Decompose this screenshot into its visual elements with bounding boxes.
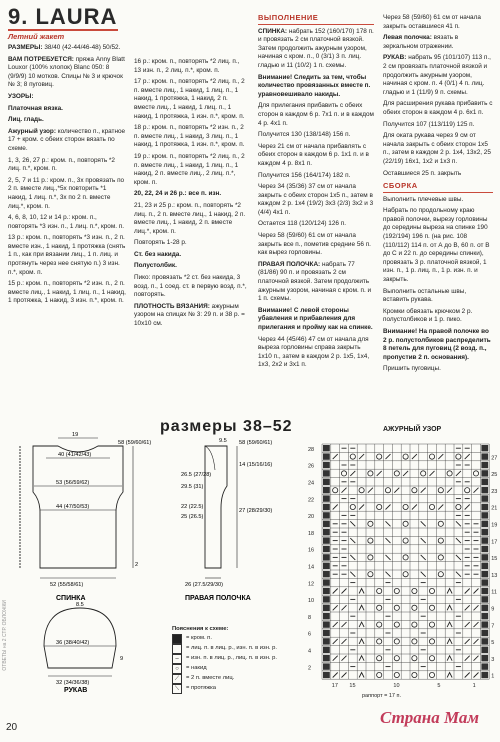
chart-symbol: [465, 505, 470, 510]
legend-item: = кром. п.: [172, 634, 277, 644]
back-schematic: [8, 430, 158, 605]
chart-symbol: [474, 656, 479, 661]
chart-symbol: [333, 589, 338, 594]
chart-symbol: [333, 605, 338, 610]
chart-symbol: [368, 521, 373, 526]
row-instructions: 2, 5, 7 и 11 р.: кром. п., 3х провязать по 2 п. вместе лиц.,*5х повторить *1 накид, 1 лиц. п.*, 3х по 2 п. вместе лиц.*, кром. п.: [8, 176, 125, 210]
knit-stitch-icon: [172, 644, 182, 654]
picot-text: Пико: провязать *2 ст. без накида, 3 возд. п., 1 соед. ст. в первую возд. п.*, повторять.: [134, 274, 247, 299]
article-subtitle: Летний жакет: [8, 32, 65, 41]
chart-symbol: [474, 622, 479, 627]
left-text-column: [8, 44, 126, 309]
chart-symbol: [412, 454, 417, 459]
title-underline: [8, 29, 118, 31]
materials-label: ВАМ ПОТРЕБУЕТСЯ:: [8, 55, 74, 63]
row-instructions: 13 р.: кром. п., повторять *3 изн. п., 2 п. вместе изн., 1 накид, 1 протяжка (снять 1 п., как при вязании лиц., 1 п. лиц. и протянуть через нее снятую п.) 3 изн. п.*, кром. п.: [8, 234, 126, 276]
dim-label: 2: [135, 562, 139, 568]
left-front-label: Левая полочка:: [383, 34, 432, 42]
chart-symbol: [447, 605, 452, 610]
chart-symbol: [438, 538, 443, 543]
article-title: 9. LAURA: [8, 4, 118, 29]
chart-col-label: 15: [349, 683, 356, 690]
chart-row-label: 9: [491, 606, 495, 613]
chart-symbol: [412, 672, 417, 677]
chart-row-label: 28: [308, 446, 315, 453]
chart-symbol: [386, 454, 391, 459]
legend-item: ⟋ = 2 п. вместе лиц.: [172, 674, 277, 684]
chart-symbol: [350, 572, 355, 577]
legend-item: ⟍ = протяжка: [172, 684, 277, 694]
dim-label: 27 (28/29/30): [239, 508, 273, 514]
chart-symbol: [412, 588, 417, 593]
chart-symbol: [368, 471, 373, 476]
assembly-text: Выполнить плечевые швы.: [383, 195, 464, 203]
chart-symbol: [359, 454, 364, 459]
row-instructions: 15 р.: кром. п., повторять *2 изн. п., 2 п. вместе лиц., 1 накид, 1 лиц. п., 1 накид, 1 протяжка, 1 накид, 3 изн. п.*, кром. п.: [8, 280, 126, 305]
chart-symbol: [368, 555, 373, 560]
chart-symbol: [465, 656, 470, 661]
chart-row-label: 10: [308, 598, 315, 605]
chart-symbol: [412, 605, 417, 610]
chart-symbol: [394, 471, 399, 476]
front-schematic: [175, 430, 300, 605]
legend-item: ○ = накид: [172, 664, 277, 674]
sizes-value: 38/40 (42-44/46-48) 50/52.: [44, 44, 121, 51]
dim-label: 58 (59/60/61): [239, 440, 273, 446]
chart-symbol: [403, 454, 408, 459]
chart-symbol: [429, 504, 434, 509]
row-instructions: 21, 23 и 25 р.: кром. п., повторять *2 лиц. п., 2 п. вместе лиц., 1 накид, 2 п. вместе лиц., 1 накид, 2 п. вместе лиц.*, кром. п.: [134, 201, 246, 235]
chart-symbol: [421, 572, 426, 577]
chart-symbol: [429, 605, 434, 610]
chart-title: АЖУРНЫЙ УЗОР: [383, 426, 442, 433]
chart-row-label: 16: [308, 547, 315, 554]
chart-symbol: [377, 656, 382, 661]
row-instructions: 16 р.: кром. п., повторять *2 лиц. п., 13 изн. п., 2 лиц. п.*, кром. п.: [134, 58, 240, 74]
chart-row-label: 4: [308, 648, 312, 655]
row-instructions: 20, 22, 24 и 26 р.: все п. изн.: [134, 190, 222, 198]
dim-label: 26.5 (27/28): [181, 472, 212, 478]
at34-text: Через 34 (35/36) 37 см от начала закрыть с обеих сторон 1х5 п., затем в каждом 2 р. 1х4 (19/2) 3х3 (2/3) 3х2 и 3 (4/4) 4х1 п.: [258, 183, 374, 216]
chart-symbol: [359, 488, 364, 493]
chart-symbol: [377, 588, 382, 593]
chart-symbol: [412, 639, 417, 644]
k2tog-icon: ⟋: [172, 674, 182, 684]
chart-symbol: [333, 639, 338, 644]
chart-symbol: [456, 504, 461, 509]
chart-col-label: 1: [472, 683, 476, 690]
mid-text-column: [134, 58, 248, 332]
chart-symbol: [438, 505, 443, 510]
chart-symbol: [333, 622, 338, 627]
chart-symbol: [474, 673, 479, 678]
chart-symbol: [333, 505, 338, 510]
page-number: 20: [6, 722, 18, 733]
chart-symbol: [421, 555, 426, 560]
sleeve-label: РУКАВ: [64, 687, 88, 694]
chart-symbol: [412, 656, 417, 661]
chart-symbol: [342, 673, 347, 678]
chart-symbol: [394, 639, 399, 644]
chart-symbol: [447, 673, 452, 678]
chart-symbol: [429, 639, 434, 644]
dim-label: 19: [72, 432, 79, 438]
assembly-text: Набрать по продольному краю правой полочки, вырезу горловины до середины выреза на спинке 190 (192/194) 196 п. (на рис. 108 (110/112) 114 п. от А до В, 60 п. от В до С и 22 п. до середины спинки), провязать 3 р. платочной вязкой, 1 изн. п., 1 р. лиц. п., 1 р. изн. п. и закрыть.: [383, 207, 490, 284]
chart-symbol: [421, 471, 426, 476]
sizes-label: РАЗМЕРЫ:: [8, 44, 43, 51]
chart-symbol: [368, 538, 373, 543]
lace-chart: [306, 436, 496, 698]
chart-symbol: [394, 622, 399, 627]
chart-symbol: [474, 639, 479, 644]
sleeve-text: набрать 95 (101/107) 113 п., 2 см провязать платочной вязкой и продолжить ажурным узором, начиная с кром. п. 4 (0/1) 4 п. лиц. гладью и 1 (11/9) 9 п. схемы.: [383, 54, 491, 96]
chart-row-label: 13: [491, 572, 498, 579]
dim-label: 52 (55/58/61): [50, 582, 84, 588]
chart-col-label: 17: [331, 683, 338, 690]
chart-row-label: 18: [308, 530, 315, 537]
section-title-execution: ВЫПОЛНЕНИЕ: [258, 14, 374, 25]
sleeve-count-text: Получится 107 (113/119) 125 п.: [383, 120, 475, 128]
chart-symbol: [430, 471, 435, 476]
chart-symbol: [438, 454, 443, 459]
remain-text: Остается 118 (120/124) 126 п.: [258, 220, 346, 228]
dim-label: 58 (59/60/61): [118, 440, 152, 446]
chart-symbol: [447, 471, 452, 476]
chart-symbol: [429, 454, 434, 459]
chart-symbol: [403, 555, 408, 560]
legend-item: – = изн. п. в лиц. р., лиц. п. в изн. р.: [172, 654, 277, 664]
chart-row-label: 22: [308, 497, 315, 504]
widen-text: Для прилегания прибавить с обеих сторон в каждом 6 р. 7х1 п. и в каждом 4 р. 4х1 п.: [258, 102, 374, 127]
materials-text: пряжа Anny Blatt Louxor (100% хлопок) Blanc 050: 8 (9/9/9) 10 мотков. Спицы № 3 и крючок № 3; 8 пуговиц.: [8, 55, 125, 89]
chart-symbol: [474, 605, 479, 610]
chart-symbol: [429, 588, 434, 593]
watermark: Страна Мам: [380, 708, 480, 727]
count-text: Получится 130 (138/148) 156 п.: [258, 131, 351, 139]
purl-stitch-icon: –: [172, 654, 182, 664]
chart-symbol: [447, 488, 452, 493]
row-instructions: 4, 6, 8, 10, 12 и 14 р.: кром. п., повторять *3 изн. п., 1 лиц. п.*, кром. п.: [8, 214, 125, 230]
at44-text: Через 44 (45/46) 47 см от начала для выреза горловины справа закрыть 1х10 п., затем в каждом 2 р. 1х5, 1х4, 1х3, 2х2 и 3х1 п.: [258, 335, 370, 369]
chart-symbol: [342, 656, 347, 661]
chart-symbol: [342, 488, 347, 493]
chart-symbol: [429, 656, 434, 661]
chart-symbol: [456, 471, 461, 476]
chart-symbol: [421, 521, 426, 526]
chart-row-label: 25: [491, 472, 498, 479]
chart-symbol: [377, 672, 382, 677]
chart-symbol: [474, 589, 479, 594]
row-instructions: 18 р.: кром. п., повторять *2 изн. п., 2 п. вместе лиц., 1 накид, 3 лиц. п., 1 накид, 1 протяжка, 1 изн. п.*, кром. п.: [134, 124, 245, 149]
assembly-text: Кромки обвязать крючком 2 р. полустолбиков и 1 р. пико.: [383, 307, 473, 324]
chart-symbol: [412, 488, 417, 493]
chart-symbol: [359, 639, 364, 644]
stockinette-label: Лиц. гладь.: [8, 116, 44, 124]
front-text: набрать 77 (81/86) 90 п. и провязать 2 см платочной вязкой. Затем продолжить ажурным узором, начиная с кром. п. и 1 п. схемы.: [258, 260, 372, 303]
chart-symbol: [386, 555, 391, 560]
chart-symbol: [403, 538, 408, 543]
repeat-note: Повторять 1-28 р.: [134, 239, 187, 247]
chart-symbol: [456, 521, 461, 526]
dim-label: 26 (27.5/29/30): [185, 582, 223, 588]
chart-symbol: [474, 488, 479, 493]
chart-symbol: [429, 622, 434, 627]
chart-symbol: [412, 622, 417, 627]
chart-symbol: [429, 672, 434, 677]
front-label: ПРАВАЯ ПОЛОЧКА: [185, 595, 251, 602]
chart-symbol: [386, 538, 391, 543]
yarn-over-icon: ○: [172, 664, 182, 674]
chart-symbol: [438, 555, 443, 560]
attention-note-2: Внимание! С левой стороны убавления и прибавления для прилегания и пройму как на спинке.: [258, 306, 373, 331]
at21-text: Через 21 см от начала прибавлять с обеих сторон в каждом 6 р. 1х1 п. и в каждом 4 р. 8х1 п.: [258, 142, 369, 167]
chart-row-label: 17: [491, 539, 498, 546]
chart-symbol: [473, 471, 478, 476]
chart-symbol: [377, 471, 382, 476]
row-instructions: 17 р.: кром. п., повторять *2 лиц. п., 2 п. вместе лиц., 1 накид, 1 лиц. п., 1 накид, 1 протяжка, 1 накид, 2 п. вместе лиц., 1 накид, 1 лиц. п., 1 накид, 1 протяжка, 1 изн. п.*, кром. п.: [134, 78, 245, 120]
assembly-text: Выполнить остальные швы, вставить рукава.: [383, 287, 467, 304]
chart-symbol: [359, 505, 364, 510]
chart-symbol: [350, 521, 355, 526]
slip-stitch-icon: ⟍: [172, 684, 182, 694]
chart-row-label: 12: [308, 581, 315, 588]
chart-symbol: [377, 622, 382, 627]
chart-symbol: [377, 504, 382, 509]
chart-symbol: [412, 505, 417, 510]
chart-symbol: [342, 589, 347, 594]
chart-symbol: [438, 521, 443, 526]
chart-row-label: 21: [491, 505, 498, 512]
chart-row-label: 5: [491, 640, 495, 647]
chart-row-label: 1: [491, 673, 495, 680]
back-label: СПИНКА: [56, 595, 86, 602]
assembly-text: Пришить пуговицы.: [383, 365, 441, 373]
front-label: ПРАВАЯ ПОЛОЧКА:: [258, 260, 321, 268]
dim-label: 44 (47/50/53): [56, 504, 90, 510]
chart-row-label: 14: [308, 564, 315, 571]
chart-repeat-note: раппорт = 17 п.: [362, 693, 402, 700]
chart-symbol: [368, 572, 373, 577]
chart-symbol: [447, 656, 452, 661]
chart-symbol: [342, 639, 347, 644]
patterns-label: УЗОРЫ:: [8, 92, 34, 100]
chart-symbol: [394, 488, 399, 493]
chart-symbol: [465, 639, 470, 644]
legend-item: = лиц. п. в лиц. р., изн. п. в изн. р.: [172, 644, 277, 654]
sleeve-schematic: [20, 598, 150, 693]
chart-symbol: [456, 454, 461, 459]
chart-symbol: [447, 639, 452, 644]
chart-symbol: [465, 605, 470, 610]
chart-row-label: 8: [308, 614, 312, 621]
back-text: набрать 152 (160/170) 178 п. и провязать 2 см платочной вязкой. Затем продолжить ажурным узором, начиная с кром. п., 0 (3/1) 3 п. лиц. гладью и 11 (10/2) 1 п. схемы.: [258, 27, 374, 69]
chart-legend: [172, 625, 277, 694]
chart-symbol: [456, 538, 461, 543]
chart-row-label: 27: [491, 455, 498, 462]
chart-symbol: [456, 572, 461, 577]
half-label: Полустолбик.: [134, 262, 177, 270]
chart-symbol: [359, 673, 364, 678]
dim-label: 9.5: [219, 438, 227, 444]
chart-symbol: [350, 454, 355, 459]
chart-symbol: [350, 538, 355, 543]
chart-symbol: [333, 488, 338, 493]
legend-title: Пояснения к схеме:: [172, 626, 229, 632]
dim-label: 8.5: [76, 602, 84, 608]
front-outline: [205, 446, 227, 568]
density-label: ПЛОТНОСТЬ ВЯЗАНИЯ:: [134, 302, 210, 310]
chart-symbol: [447, 622, 452, 627]
density-text: ажурным узором на спицах № 3: 29 п. и 38 р. = 10х10 см.: [134, 302, 245, 328]
lace-text: количество п., кратное 17 + кром. с обеих сторон вязать по схеме.: [8, 127, 126, 152]
chart-symbol: [341, 471, 346, 476]
chart-symbol: [368, 488, 373, 493]
chart-symbol: [456, 555, 461, 560]
chart-symbol: [350, 555, 355, 560]
chart-symbol: [359, 656, 364, 661]
chart-symbol: [359, 605, 364, 610]
chart-symbol: [403, 521, 408, 526]
chart-row-label: 20: [308, 514, 315, 521]
chart-symbol: [385, 488, 390, 493]
chart-symbol: [394, 672, 399, 677]
chart-symbol: [342, 605, 347, 610]
chart-symbol: [465, 673, 470, 678]
row-instructions: 19 р.: кром. п., повторять *2 лиц. п., 2 п. вместе лиц., 1 накид, 1 лиц. п., 1 накид, 2 п. вместе лиц., 2 лиц. п.*, кром. п.: [134, 152, 245, 186]
chart-symbol: [359, 589, 364, 594]
chart-symbol: [465, 622, 470, 627]
chart-row-label: 15: [491, 556, 498, 563]
side-text: ОТВЕТЫ на 2 СТР. ОБЛОЖКИ: [2, 600, 8, 671]
dim-label: 9: [120, 656, 124, 662]
chart-symbol: [438, 572, 443, 577]
sleeve-cap-text: Для оката рукава через 9 см от начала закрыть с обеих сторон 1х5 п., затем в каждом 2 р. 1х4, 13х2, 25 (22/19) 16х1, 1х2 и 1х3 п.: [383, 132, 491, 165]
dim-label: 53 (56/59/62): [56, 480, 90, 486]
chart-symbol: [465, 589, 470, 594]
dim-label: 14 (15/16/16): [239, 462, 273, 468]
chart-symbol: [377, 454, 382, 459]
chart-symbol: [359, 622, 364, 627]
chart-row-label: 2: [308, 665, 312, 672]
lace-label: Ажурный узор:: [8, 127, 56, 135]
chart-row-label: 23: [491, 488, 498, 495]
chart-symbol: [421, 488, 426, 493]
dim-label: 29.5 (31): [181, 484, 204, 490]
chart-row-label: 11: [491, 589, 497, 596]
chart-row-label: 3: [491, 656, 495, 663]
chart-row-label: 26: [308, 463, 315, 470]
sleeve-outline: [44, 608, 116, 668]
row-instructions: 1, 3, 26, 27 р.: кром. п., повторять *2 лиц. п.*, кром. п.: [8, 156, 115, 173]
sleeve-rem-text: Оставшиеся 25 п. закрыть: [383, 169, 462, 177]
chart-symbol: [377, 605, 382, 610]
chart-symbol: [342, 622, 347, 627]
chart-symbol: [403, 471, 408, 476]
chart-symbol: [465, 488, 470, 493]
chart-symbol: [386, 521, 391, 526]
chart-symbol: [394, 588, 399, 593]
chart-col-label: 5: [437, 683, 441, 690]
chart-symbol: [333, 454, 338, 459]
dim-label: 25 (26.5): [181, 514, 204, 520]
chart-row-label: 24: [308, 480, 315, 487]
sleeve-label: РУКАВ:: [383, 54, 407, 62]
fold-label: Ст. без накида.: [134, 250, 182, 258]
chart-symbol: [394, 605, 399, 610]
chart-symbol: [403, 504, 408, 509]
dim-label: 40 (41/42/43): [58, 452, 92, 458]
chart-symbol: [333, 656, 338, 661]
chart-symbol: [421, 538, 426, 543]
dim-label: 36 (38/40/42): [56, 640, 90, 646]
edge-stitch-icon: [172, 634, 182, 644]
section-title-assembly: СБОРКА: [383, 182, 493, 193]
sizes-heading: размеры 38–52: [160, 418, 293, 435]
chart-col-label: 10: [393, 683, 400, 690]
count2-text: Получится 156 (164/174) 182 п.: [258, 171, 351, 179]
continue-text: Через 58 (59/60) 61 см от начала закрыть оставшиеся 41 п.: [383, 14, 481, 30]
chart-row-label: 19: [491, 522, 498, 529]
assembly-attention: Внимание! На правой полочке во 2 р. полустолбиков распределить 8 петель для пуговиц (2 возд. п., пропустив 2 п. основания).: [383, 328, 491, 361]
left-front-text: вязать в зеркальном отражении.: [383, 34, 459, 50]
chart-symbol: [386, 572, 391, 577]
chart-symbol: [438, 488, 443, 493]
chart-row-label: 7: [491, 623, 495, 630]
chart-symbol: [465, 454, 470, 459]
chart-symbol: [350, 504, 355, 509]
dim-label: 32 (34/36/38): [56, 680, 90, 686]
chart-symbol: [333, 673, 338, 678]
chart-symbol: [403, 572, 408, 577]
chart-symbol: [447, 589, 452, 594]
chart-symbol: [377, 639, 382, 644]
chart-symbol: [350, 471, 355, 476]
right-text-column: [383, 14, 493, 377]
dim-label: 22 (22.5): [181, 504, 204, 510]
chart-symbol: [394, 656, 399, 661]
chart-row-label: 6: [308, 631, 312, 638]
sleeve-widen-text: Для расширения рукава прибавить с обеих сторон в каждом 4 р. 6х1 п.: [383, 100, 493, 116]
at54-text: Через 58 (59/60) 61 см от начала закрыть все п., пометив средние 56 п. как вырез горловины.: [258, 232, 371, 257]
chart-symbol: [386, 505, 391, 510]
right-mid-text-column: [258, 14, 374, 373]
garter-label: Платочная вязка.: [8, 104, 63, 112]
attention-note: Внимание! Следить за тем, чтобы количество провязанных вместе п. уравновешивало накиды.: [258, 73, 371, 98]
back-label: СПИНКА:: [258, 27, 288, 35]
